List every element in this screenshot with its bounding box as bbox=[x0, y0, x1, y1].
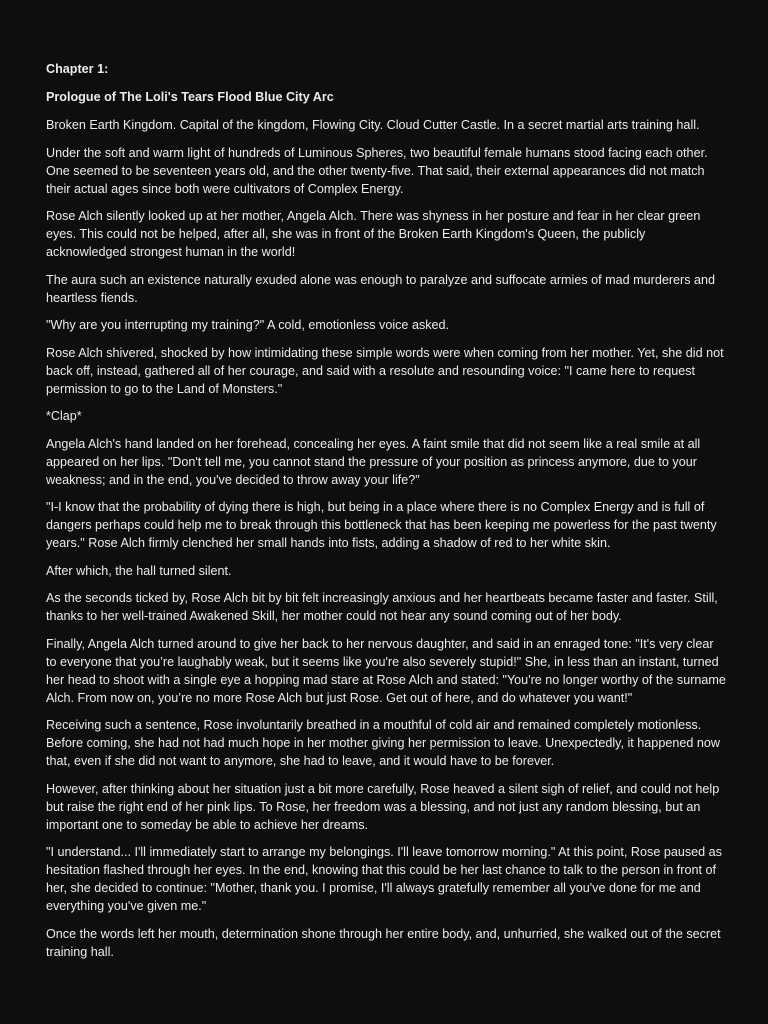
paragraph-1: Broken Earth Kingdom. Capital of the kingdom, Flowing City. Cloud Cutter Castle. In a secret martial arts training hall. bbox=[46, 118, 700, 132]
paragraph-2: Under the soft and warm light of hundreds of Luminous Spheres, two beautiful female humans stood facing each other. One seemed to be seventeen years old, and the other twenty-five. That said, their external appearances did not match their actual ages since both were cultivators of Complex Energy. bbox=[46, 145, 708, 196]
chapter-title: Prologue of The Loli's Tears Flood Blue City Arc bbox=[46, 90, 334, 104]
paragraph-14: However, after thinking about her situation just a bit more carefully, Rose heaved a silent sigh of relief, and could not help but raise the right end of her pink lips. To Rose, her freedom was a blessing, and not just any random blessing, but an important one to someday be able to achieve her dreams. bbox=[46, 781, 720, 832]
paragraph-12: Finally, Angela Alch turned around to give her back to her nervous daughter, and said in an enraged tone: "It's very clear to everyone that you’re laughably weak, but it seems like you're also severely stupid!" She, in less than an instant, turned her head to shoot with a single eye a hopping mad stare at Rose Alch and stated: "You're no longer worthy of the surname Alch. From now on, you’re no more Rose Alch but just Rose. Get out of here, and do whatever you want!" bbox=[46, 636, 726, 705]
document-page bbox=[46, 60, 726, 970]
paragraph-8: Angela Alch's hand landed on her forehead, concealing her eyes. A faint smile that did not seem like a real smile at all appeared on her lips. "Don't tell me, you cannot stand the pressure of your position as princess anymore, due to your weakness; and in the end, you've decided to throw away your life?" bbox=[46, 436, 701, 487]
paragraph-13: Receiving such a sentence, Rose involuntarily breathed in a mouthful of cold air and remained completely motionless. Before coming, she had not had much hope in her mother giving her permission to leave. Unexpectedly, it happened now that, even if she did not want to anymore, she had to leave, and it would have to be forever. bbox=[46, 718, 720, 768]
paragraph-4: The aura such an existence naturally exuded alone was enough to paralyze and suffocate armies of mad murderers and heartless fiends. bbox=[46, 272, 716, 305]
paragraph-9: "I-I know that the probability of dying there is high, but being in a place where there is no Complex Energy and is full of dangers perhaps could help me to break through this bottleneck that has been keeping me powerless for the past twenty years." Rose Alch firmly clenched her small hands into fists, adding a shadow of red to her white skin. bbox=[46, 500, 717, 550]
paragraph-11: As the seconds ticked by, Rose Alch bit by bit felt increasingly anxious and her heartbeats became faster and faster. Still, thanks to her well-trained Awakened Skill, her mother could not hear any sound coming out of her body. bbox=[46, 591, 718, 623]
paragraph-6: Rose Alch shivered, shocked by how intimidating these simple words were when coming from her mother. Yet, she did not back off, instead, gathered all of her courage, and said with a resolute and resounding voice: "I came here to request permission to go to the Land of Monsters." bbox=[46, 345, 724, 396]
paragraph-10: After which, the hall turned silent. bbox=[46, 563, 232, 578]
paragraph-16: Once the words left her mouth, determination shone through her entire body, and, unhurried, she walked out of the secret training hall. bbox=[46, 926, 721, 959]
paragraph-5: "Why are you interrupting my training?" A cold, emotionless voice asked. bbox=[46, 318, 450, 332]
paragraph-7: *Clap* bbox=[46, 409, 82, 423]
paragraph-15: "I understand... I'll immediately start to arrange my belongings. I'll leave tomorrow morning." At this point, Rose paused as hesitation flashed through her eyes. In the end, knowing that this could be her last chance to talk to the person in front of her, she decided to continue: "Mother, thank you. I promise, I'll always gratefully remember all you've done for me and everything you've given me." bbox=[46, 845, 722, 913]
chapter-label: Chapter 1: bbox=[46, 62, 109, 76]
paragraph-3: Rose Alch silently looked up at her mother, Angela Alch. There was shyness in her posture and fear in her clear green eyes. This could not be helped, after all, she was in front of the Broken Earth Kingdom's Queen, the publicly acknowledged strongest human in the world! bbox=[46, 209, 701, 259]
